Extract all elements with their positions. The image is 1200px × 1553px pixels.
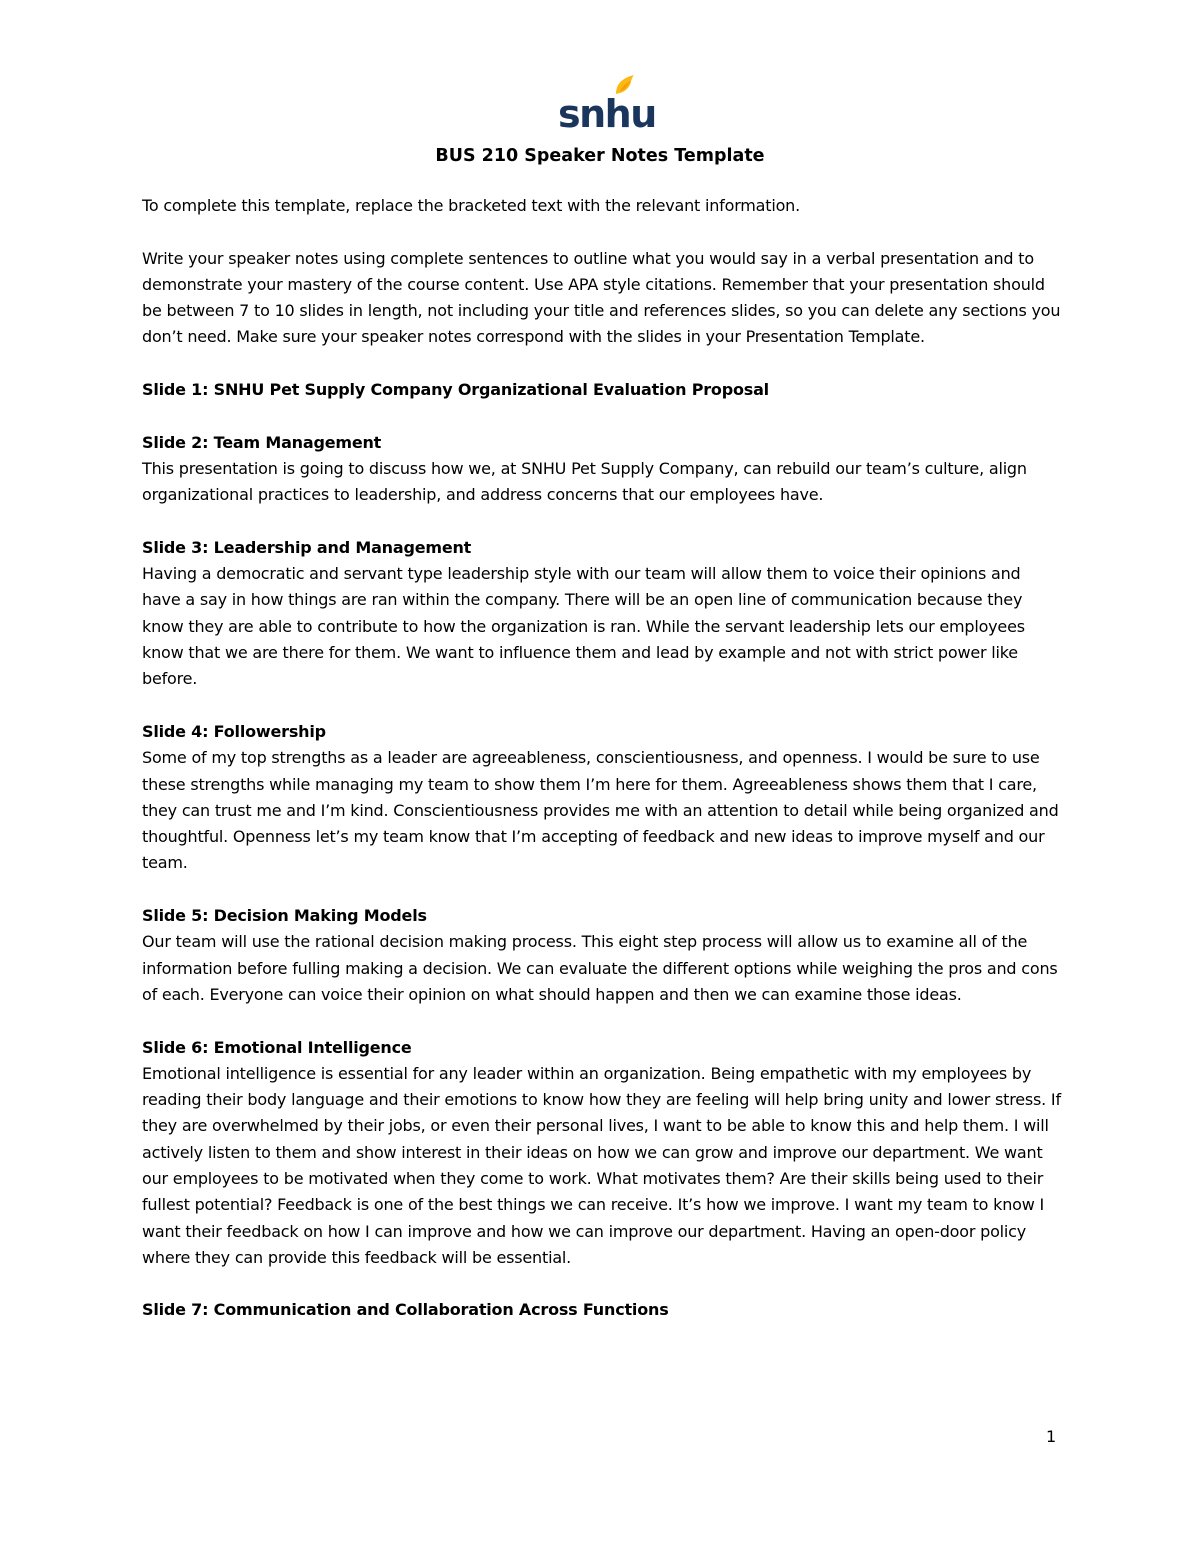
slide-section: [142, 377, 1062, 403]
slide-section: [142, 430, 1062, 509]
slide-heading: Slide 1: SNHU Pet Supply Company Organizational Evaluation Proposal: [142, 380, 769, 400]
slide-section: [142, 1297, 1062, 1323]
snhu-logo-graphic: [556, 72, 656, 136]
slide-notes: Having a democratic and servant type leadership style with our team will allow them to voice their opinions and have a say in how things are ran within the company. There will be an open line of communication because they know they are able to contribute to how the organization is ran. While the servant leadership lets our employees know that we are there for them. We want to influence them and lead by example and not with strict power like before.: [142, 564, 1025, 689]
slide-notes: Our team will use the rational decision making process. This eight step process will allow us to examine all of the information before fulling making a decision. We can evaluate the different options while weighing the pros and cons of each. Everyone can voice their opinion on what should happen and then we can examine those ideas.: [142, 932, 1058, 1004]
logo-wordmark: snhu: [558, 92, 656, 136]
slide-heading: Slide 7: Communication and Collaboration Across Functions: [142, 1300, 669, 1320]
slide-heading: Slide 2: Team Management: [142, 432, 382, 452]
slide-section: [142, 719, 1062, 877]
instruction-paragraph: Write your speaker notes using complete sentences to outline what you would say in a verbal presentation and to demonstrate your mastery of the course content. Use APA style citations. Remember that your presentation should be between 7 to 10 slides in length, not including your title and references slides, so you can delete any sections you don’t need. Make sure your speaker notes correspond with the slides in your Presentation Template.: [142, 248, 1061, 347]
slide-heading: Slide 3: Leadership and Management: [142, 537, 472, 557]
slide-notes: This presentation is going to discuss how we, at SNHU Pet Supply Company, can rebuild our team’s culture, align organizational practices to leadership, and address concerns that our employees have.: [142, 458, 1027, 505]
slide-section: [142, 903, 1062, 1008]
page-number: 1: [1046, 1427, 1057, 1446]
slide-heading: Slide 6: Emotional Intelligence: [142, 1037, 412, 1057]
slide-notes: Some of my top strengths as a leader are agreeableness, conscientiousness, and openness. I would be sure to use these strengths while managing my team to show them I’m here for them. Agreeableness shows them that I care, they can trust me and I’m kind. Conscientiousness provides me with an attention to detail while being organized and thoughtful. Openness let’s my team know that I’m accepting of feedback and new ideas to improve myself and our team.: [142, 748, 1059, 873]
slide-notes: Emotional intelligence is essential for any leader within an organization. Being empathetic with my employees by reading their body language and their emotions to know how they are feeling will help bring unity and lower stress. If they are overwhelmed by their jobs, or even their personal lives, I want to be able to know this and help them. I will actively listen to them and show interest in their ideas on how we can grow and improve our department. We want our employees to be motivated when they come to work. What motivates them? Are their skills being used to their fullest potential? Feedback is one of the best things we can receive. It’s how we improve. I want my team to know I want their feedback on how I can improve and how we can improve our department. Having an open-door policy where they can provide this feedback will be essential.: [142, 1063, 1061, 1267]
instruction-paragraph: To complete this template, replace the bracketed text with the relevant information.: [142, 196, 801, 215]
document-body: [142, 193, 1062, 1350]
document-title: BUS 210 Speaker Notes Template: [435, 146, 765, 166]
slide-section: [142, 535, 1062, 693]
slide-heading: Slide 5: Decision Making Models: [142, 906, 427, 926]
slide-section: [142, 1035, 1062, 1272]
slide-heading: Slide 4: Followership: [142, 721, 326, 741]
snhu-logo: [556, 72, 656, 136]
